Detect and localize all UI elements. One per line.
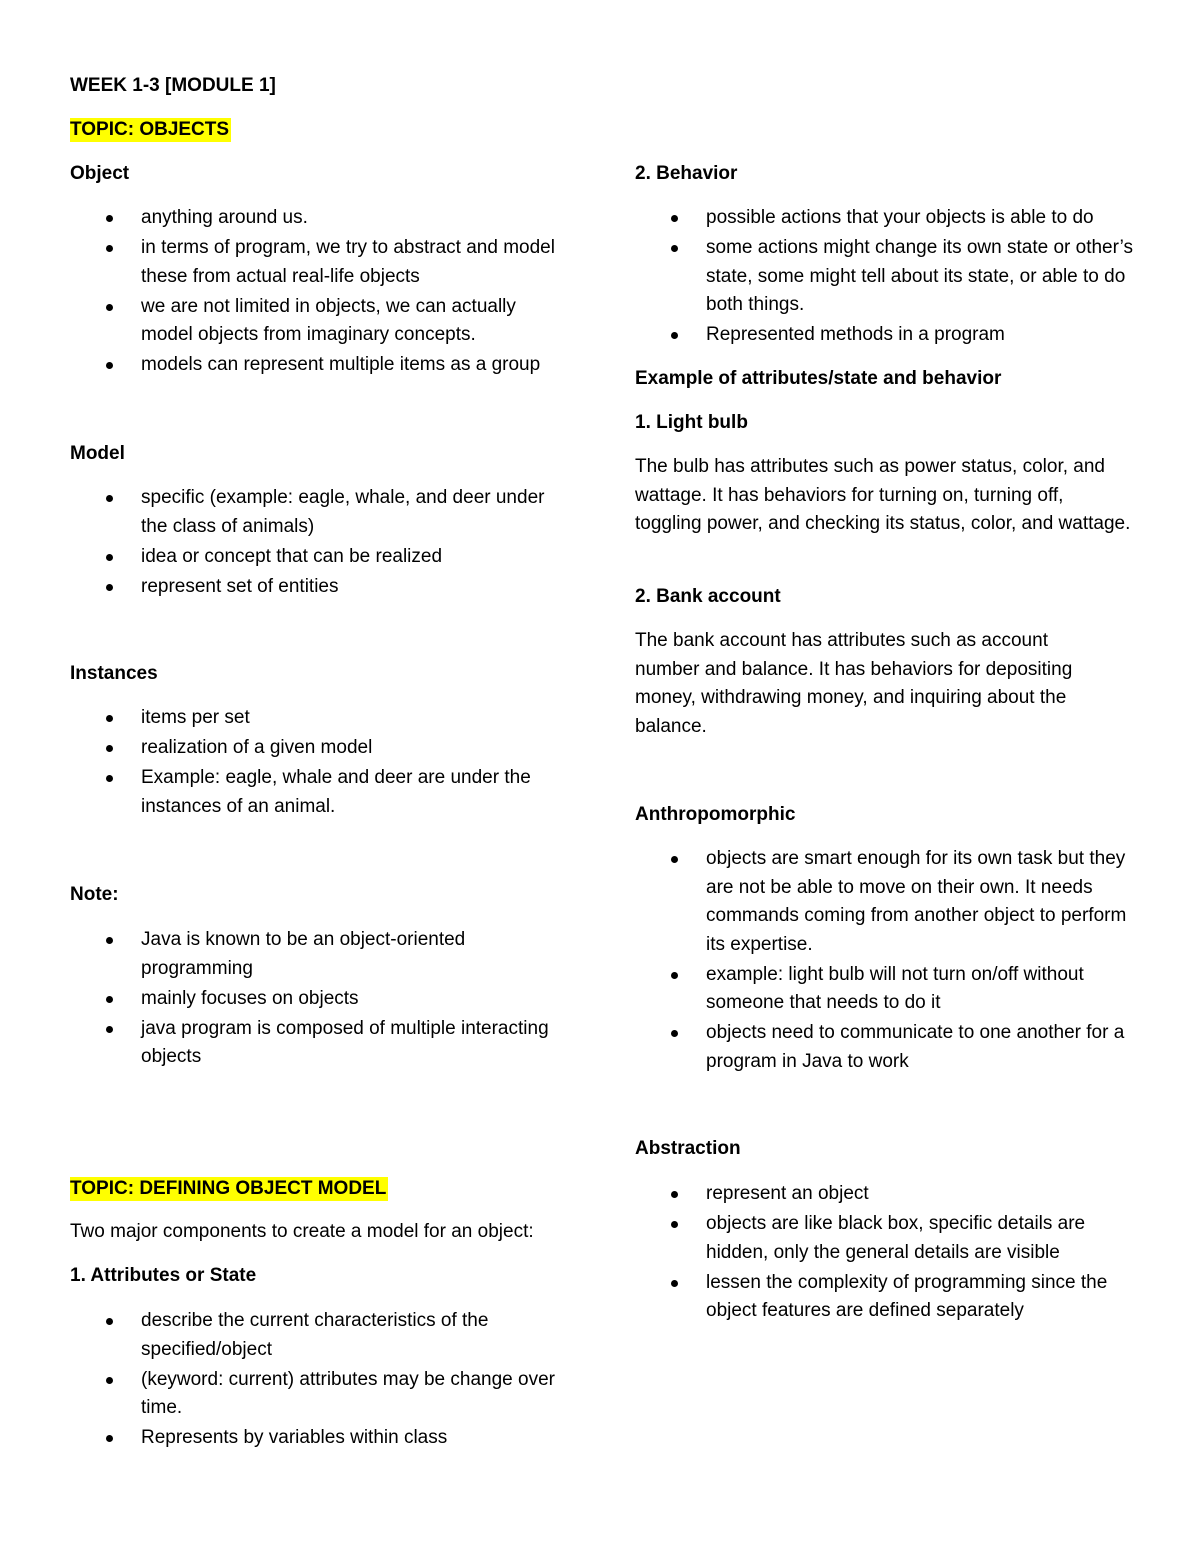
bank-heading: 2. Bank account [635,586,781,607]
list-item: (keyword: current) attributes may be change over time. [70,1366,570,1423]
lightbulb-heading: 1. Light bulb [635,412,748,433]
list-item: represent set of entities [70,573,570,602]
list-item: objects need to communicate to one another for a program in Java to work [635,1019,1135,1076]
list-item: some actions might change its own state or other’s state, some might tell about its state, or able to do both things. [635,234,1135,320]
example-heading: Example of attributes/state and behavior [635,368,1002,389]
model-heading: Model [70,443,125,464]
behavior-heading: 2. Behavior [635,163,738,184]
list-item: in terms of program, we try to abstract and model these from actual real-life objects [70,234,570,291]
list-item: represent an object [635,1180,1135,1209]
list-item: idea or concept that can be realized [70,543,570,572]
behavior-list [635,204,1135,351]
list-item: objects are smart enough for its own task but they are not be able to move on their own. It needs commands coming from another object to perform its expertise. [635,845,1135,959]
attributes-list [70,1307,570,1454]
object-heading: Object [70,163,130,184]
topic-defining-highlight: TOPIC: DEFINING OBJECT MODEL [70,1178,387,1199]
bank-text: The bank account has attributes such as account number and balance. It has behaviors for depositing money, withdrawing money, and inquiring about the balance. [635,630,1073,737]
list-item: we are not limited in objects, we can actually model objects from imaginary concepts. [70,293,570,350]
list-item: specific (example: eagle, whale, and deer under the class of animals) [70,484,570,541]
list-item: items per set [70,704,570,733]
list-item: anything around us. [70,204,570,233]
lightbulb-text: The bulb has attributes such as power status, color, and wattage. It has behaviors for turning on, turning off, toggling power, and checking its status, color, and wattage. [635,456,1131,534]
attributes-heading: 1. Attributes or State [70,1265,257,1286]
anthropomorphic-list [635,845,1135,1078]
list-item: example: light bulb will not turn on/off without someone that needs to do it [635,961,1135,1018]
intro-text: Two major components to create a model for an object: [70,1221,534,1242]
topic-defining-heading [70,1175,388,1204]
anthropomorphic-heading: Anthropomorphic [635,804,796,825]
list-item: Java is known to be an object-oriented programming [70,926,570,983]
list-item: possible actions that your objects is able to do [635,204,1135,233]
model-list [70,484,570,603]
abstraction-list [635,1180,1135,1327]
note-heading: Note: [70,884,119,905]
list-item: objects are like black box, specific details are hidden, only the general details are visible [635,1210,1135,1267]
instances-heading: Instances [70,663,158,684]
instances-list [70,704,570,823]
object-list [70,204,570,381]
list-item: lessen the complexity of programming since the object features are defined separately [635,1269,1135,1326]
list-item: Example: eagle, whale and deer are under the instances of an animal. [70,764,570,821]
list-item: Represented methods in a program [635,321,1135,350]
topic-objects-highlight: TOPIC: OBJECTS [70,119,230,140]
list-item: describe the current characteristics of the specified/object [70,1307,570,1364]
note-list [70,926,570,1073]
list-item: java program is composed of multiple interacting objects [70,1015,570,1072]
list-item: realization of a given model [70,734,570,763]
topic-objects-heading [70,116,231,145]
list-item: models can represent multiple items as a group [70,351,570,380]
week-title: WEEK 1-3 [MODULE 1] [70,75,276,96]
abstraction-heading: Abstraction [635,1138,741,1159]
list-item: mainly focuses on objects [70,985,570,1014]
list-item: Represents by variables within class [70,1424,570,1453]
